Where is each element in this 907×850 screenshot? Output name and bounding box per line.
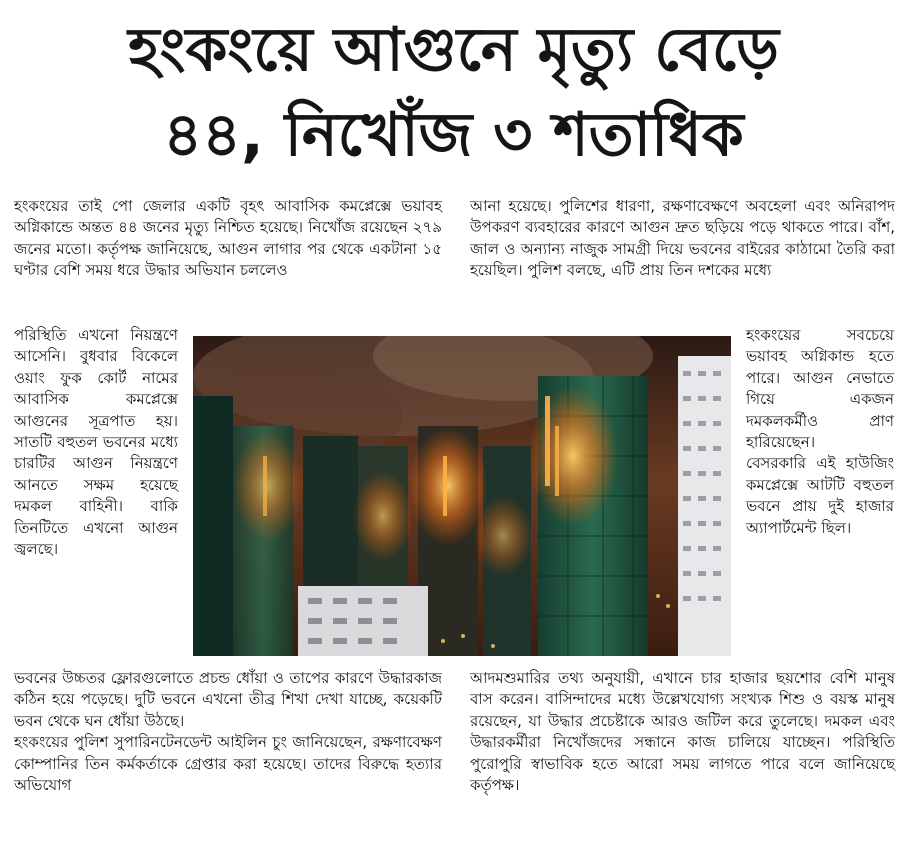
article-left-side <box>14 325 178 560</box>
paragraph: হংকংয়ের সবচেয়ে ভয়াবহ অগ্নিকান্ড হতে পারে। আগুন নেভাতে গিয়ে একজন দমকলকর্মীও প্রাণ হারিয়েছেন। <box>746 326 894 452</box>
article-right-side <box>746 325 894 539</box>
article-right-bottom <box>470 668 895 796</box>
headline-line-2: ৪৪, নিখোঁজ ৩ শতাধিক <box>163 100 744 170</box>
paragraph: বেসরকারি এই হাউজিং কমপ্লেক্সে আটটি বহুতল ভবনে প্রায় দুই হাজার অ্যাপার্টমেন্ট ছিল। <box>746 454 894 537</box>
paragraph: হংকংয়ের তাই পো জেলার একটি বৃহৎ আবাসিক কমপ্লেক্সে ভয়াবহ অগ্নিকান্ডে অন্তত ৪৪ জনের মৃত্যু নিশ্চিত হয়েছে। নিখোঁজ রয়েছেন ২৭৯ জনের মতো। কর্তৃপক্ষ জানিয়েছে, আগুন লাগার পর থেকে একটানা ১৫ ঘণ্টার বেশি সময় ধরে উদ্ধার অভিযান চললেও <box>14 197 442 280</box>
paragraph: আদমশুমারির তথ্য অনুযায়ী, এখানে চার হাজার ছয়শোর বেশি মানুষ বাস করেন। বাসিন্দাদের মধ্যে উল্লেখযোগ্য সংখ্যক শিশু ও বয়স্ক মানুষ রয়েছেন, যা উদ্ধার প্রচেষ্টাকে আরও জটিল করে তুলেছে। দমকল এবং উদ্ধারকর্মীরা নিখোঁজদের সন্ধানে কাজ চালিয়ে যাচ্ছেন। পরিস্থিতি পুরোপুরি স্বাভাবিক হতে আরো সময় লাগতে পারে বলে জানিয়েছে কর্তৃপক্ষ। <box>470 669 895 795</box>
article-right-top <box>470 196 895 282</box>
headline-line-1: হংকংয়ে আগুনে মৃত্যু বেড়ে <box>128 15 779 85</box>
article-left-bottom <box>14 668 442 796</box>
headline <box>0 0 907 192</box>
article-left-top <box>14 196 442 282</box>
fire-photo <box>193 336 731 656</box>
paragraph: ভবনের উচ্চতর ফ্লোরগুলোতে প্রচন্ড ধোঁয়া ও তাপের কারণে উদ্ধারকাজ কঠিন হয়ে পড়েছে। দুটি ভবনে এখনো তীব্র শিখা দেখা যাচ্ছে, কয়েকটি ভবন থেকে ঘন ধোঁয়া উঠছে। <box>14 669 442 730</box>
paragraph: পরিস্থিতি এখনো নিয়ন্ত্রণে আসেনি। বুধবার বিকেলে ওয়াং ফুক কোর্ট নামের আবাসিক কমপ্লেক্সে আগুনের সূত্রপাত হয়। সাতটি বহুতল ভবনের মধ্যে চারটির আগুন নিয়ন্ত্রণে আনতে সক্ষম হয়েছে দমকল বাহিনী। বাকি তিনটিতে এখনো আগুন জ্বলছে। <box>14 326 178 559</box>
paragraph: হংকংয়ের পুলিশ সুপারিনটেনডেন্ট আইলিন চুং জানিয়েছেন, রক্ষণাবেক্ষণ কোম্পানির তিন কর্মকর্তাকে গ্রেপ্তার করা হয়েছে। তাদের বিরুদ্ধে হত্যার অভিযোগ <box>14 733 442 795</box>
paragraph: আনা হয়েছে। পুলিশের ধারণা, রক্ষণাবেক্ষণে অবহেলা এবং অনিরাপদ উপকরণ ব্যবহারের কারণে আগুন দ্রুত ছড়িয়ে পড়ে থাকতে পারে। বাঁশ, জাল ও অন্যান্য নাজুক সামগ্রী দিয়ে ভবনের বাইরের কাঠামো তৈরি করা হয়েছিল। পুলিশ বলছে, এটি প্রায় তিন দশকের মধ্যে <box>470 197 895 280</box>
